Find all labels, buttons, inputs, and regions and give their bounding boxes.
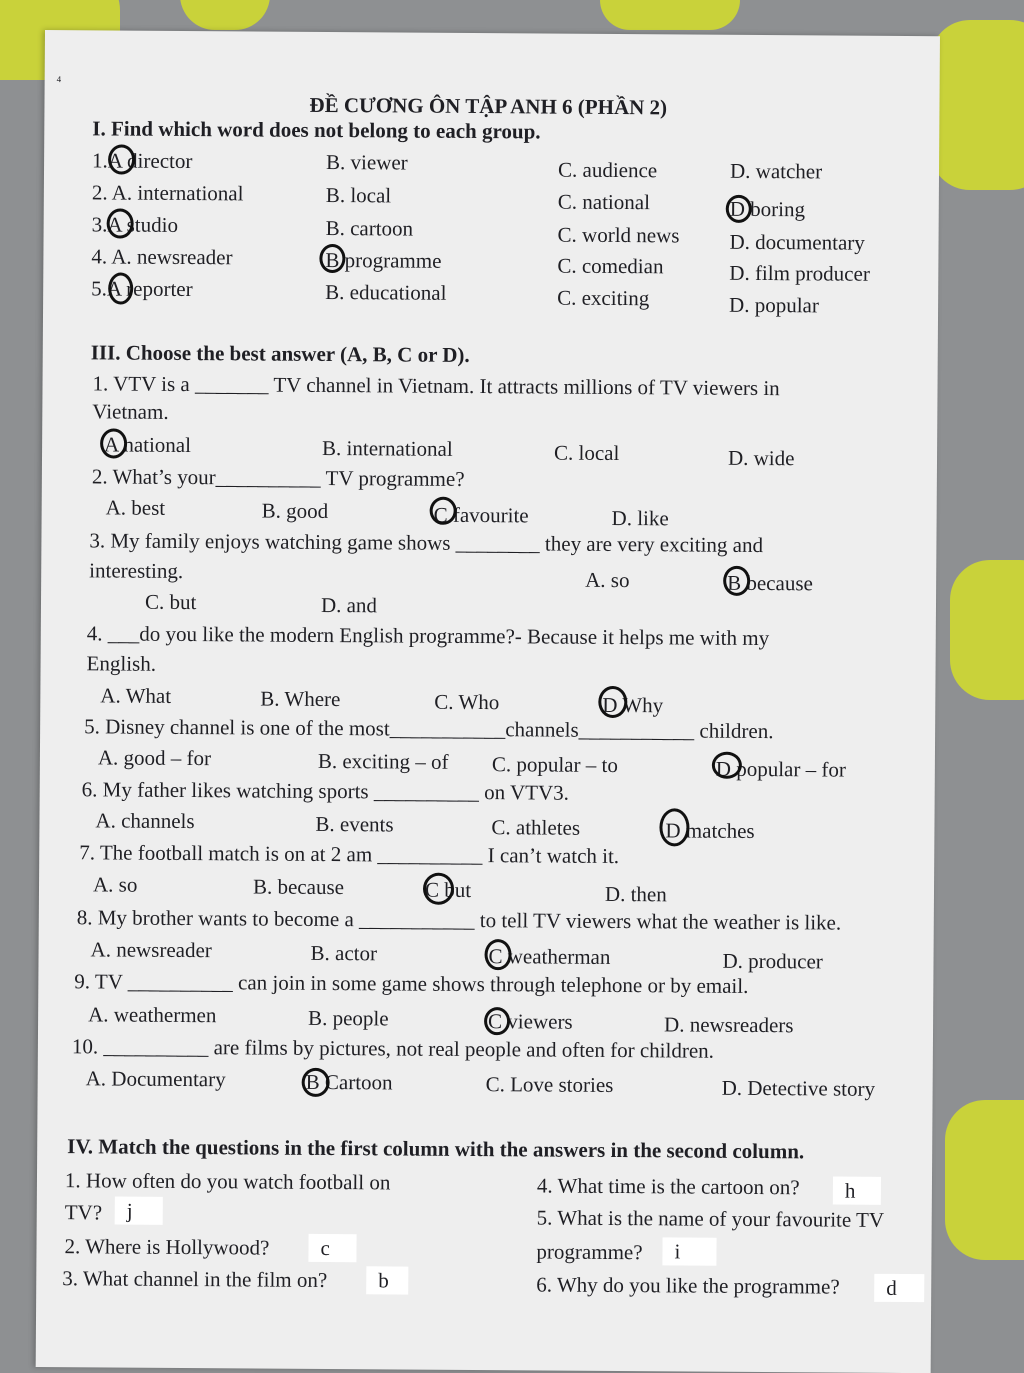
answer-circle (598, 686, 627, 718)
s1-r3-a: 3.A studio (91, 212, 179, 237)
q5-option-b: B. exciting – of (317, 748, 449, 774)
corner-mark: 4 (56, 74, 62, 85)
q7-option-b: B. because (252, 874, 345, 900)
q5-option-a: A. good – for (97, 745, 212, 771)
q2-option-a: A. best (105, 495, 166, 520)
q4-option-c: C. Who (434, 689, 500, 715)
q10-stem: 10. __________ are films by pictures, not real people and often for children. (71, 1034, 715, 1063)
q5-stem: 5. Disney channel is one of the most___________channels___________ children. (84, 714, 774, 744)
q9-stem: 9. TV __________ can join in some game shows through telephone or by email. (74, 969, 749, 998)
match-q1-answer[interactable]: j (115, 1197, 163, 1225)
q6-option-b: B. events (315, 811, 394, 837)
q9-option-d: D. newsreaders (663, 1012, 794, 1038)
match-q4-answer[interactable]: h (833, 1177, 881, 1205)
answer-circle (484, 1007, 510, 1035)
q8-stem: 8. My brother wants to become a ___________ to tell TV viewers what the weather is like. (76, 905, 842, 935)
s1-r2-c: C. national (557, 189, 651, 215)
match-q5-cont: programme? (536, 1239, 643, 1265)
s1-r2-d: D boring (729, 196, 806, 222)
q1-option-c: C. local (553, 440, 620, 466)
q1-stem: 1. VTV is a _______ TV channel in Vietnam. It attracts millions of TV viewers in (92, 371, 780, 401)
answer-circle (302, 1068, 330, 1097)
s1-r3-d: D. documentary (729, 229, 865, 255)
answer-circle (712, 752, 742, 779)
answer-circle (319, 244, 345, 273)
q9-option-c: C viewers (488, 1009, 573, 1034)
s1-r2-a: 2. A. international (91, 180, 244, 206)
q10-option-b: B Cartoon (305, 1069, 393, 1095)
fabric-pattern (180, 0, 270, 30)
q9-option-a: A. weathermen (88, 1002, 217, 1028)
answer-circle (100, 428, 127, 458)
q7-option-d: D. then (604, 881, 667, 907)
answer-circle (423, 873, 454, 905)
q1-option-a: A national (104, 432, 192, 458)
q1-option-d: D. wide (727, 445, 795, 471)
q4-option-d: D Why (602, 692, 664, 718)
answer-circle (108, 272, 133, 304)
s1-r1-c: C. audience (557, 157, 658, 183)
q1-stem-cont: Vietnam. (92, 399, 169, 424)
match-q2-answer[interactable]: c (308, 1234, 356, 1262)
match-q6-answer[interactable]: d (874, 1274, 924, 1302)
q7-option-c: C but (424, 877, 472, 902)
q10-option-c: C. Love stories (485, 1072, 614, 1097)
fabric-pattern (945, 1100, 1024, 1260)
match-q6: 6. Why do you like the programme? (536, 1272, 840, 1299)
q9-option-b: B. people (308, 1005, 389, 1031)
s1-r2-b: B. local (325, 182, 392, 208)
match-q3-answer[interactable]: b (366, 1266, 408, 1294)
q6-stem: 6. My father likes watching sports __________ on VTV3. (81, 777, 570, 805)
match-q4: 4. What time is the cartoon on? (536, 1173, 800, 1200)
section1-heading: I. Find which word does not belong to each group. (92, 116, 541, 144)
s1-r4-d: D. film producer (729, 260, 870, 286)
answer-circle (723, 566, 750, 596)
q2-option-d: D. like (611, 505, 669, 531)
q4-option-b: B. Where (260, 686, 341, 712)
q6-option-a: A. channels (95, 808, 195, 834)
q4-stem-cont: English. (86, 651, 157, 676)
q10-option-a: A. Documentary (85, 1066, 226, 1092)
match-q1: 1. How often do you watch football on (64, 1168, 391, 1195)
q3-option-c: C. but (144, 589, 197, 615)
q7-option-a: A. so (92, 872, 138, 897)
q3-option-a: A. so (585, 567, 630, 593)
fabric-pattern (600, 0, 740, 30)
section4-heading: IV. Match the questions in the first column with the answers in the second column. (67, 1134, 805, 1164)
s1-r5-a: 5.A reporter (91, 276, 193, 302)
match-q3: 3. What channel in the film on? (62, 1266, 328, 1293)
answer-circle (726, 195, 752, 223)
match-q5: 5. What is the name of your favourite TV (536, 1205, 885, 1232)
worksheet-page (36, 30, 940, 1373)
s1-r4-a: 4. A. newsreader (91, 244, 233, 270)
s1-r1-a: 1.A director (92, 148, 193, 174)
q5-option-d: D popular – for (715, 756, 847, 782)
answer-circle (108, 144, 135, 174)
s1-r3-c: C. world news (557, 222, 680, 248)
answer-circle (430, 497, 457, 525)
s1-r4-c: C. comedian (557, 253, 664, 279)
q8-option-d: D. producer (722, 948, 823, 974)
q2-option-c: C favourite (433, 502, 529, 528)
s1-r3-b: B. cartoon (325, 215, 414, 241)
match-q2: 2. Where is Hollywood? (64, 1234, 270, 1260)
s1-r1-d: D. watcher (729, 158, 823, 184)
q3-option-b: B because (727, 570, 813, 596)
section3-heading: III. Choose the best answer (A, B, C or D). (90, 340, 470, 367)
q4-stem: 4. ___do you like the modern English programme?- Because it helps me with my (86, 621, 770, 651)
answer-circle (484, 939, 511, 970)
q1-option-b: B. international (322, 435, 453, 461)
s1-r5-c: C. exciting (557, 285, 650, 311)
answer-circle (107, 208, 134, 238)
match-q5-answer[interactable]: i (662, 1237, 716, 1265)
q2-stem: 2. What’s your__________ TV programme? (91, 464, 465, 491)
q6-option-c: C. athletes (491, 815, 581, 840)
fabric-pattern (950, 560, 1024, 700)
q4-option-a: A. What (100, 683, 172, 708)
q2-option-b: B. good (261, 498, 329, 523)
q5-option-c: C. popular – to (491, 752, 618, 778)
s1-r4-b: B programme (325, 247, 442, 273)
q3-stem: 3. My family enjoys watching game shows ________ they are very exciting and (89, 528, 764, 558)
q8-option-a: A. newsreader (90, 937, 212, 963)
s1-r1-b: B. viewer (326, 149, 408, 175)
answer-circle (659, 808, 689, 846)
match-q1-cont: TV? (64, 1200, 103, 1225)
q6-option-d: D matches (665, 818, 755, 843)
q10-option-d: D. Detective story (721, 1075, 876, 1101)
page-title: ĐỀ CƯƠNG ÔN TẬP ANH 6 (PHẦN 2) (309, 92, 668, 120)
s1-r5-b: B. educational (325, 279, 447, 305)
s1-r5-d: D. popular (729, 292, 820, 318)
q3-option-d: D. and (320, 592, 378, 618)
q8-option-b: B. actor (310, 940, 378, 966)
q3-stem-cont: interesting. (89, 558, 184, 583)
fabric-pattern (930, 20, 1024, 190)
q8-option-c: C weatherman (488, 944, 611, 969)
q7-stem: 7. The football match is on at 2 am __________ I can’t watch it. (79, 840, 620, 869)
